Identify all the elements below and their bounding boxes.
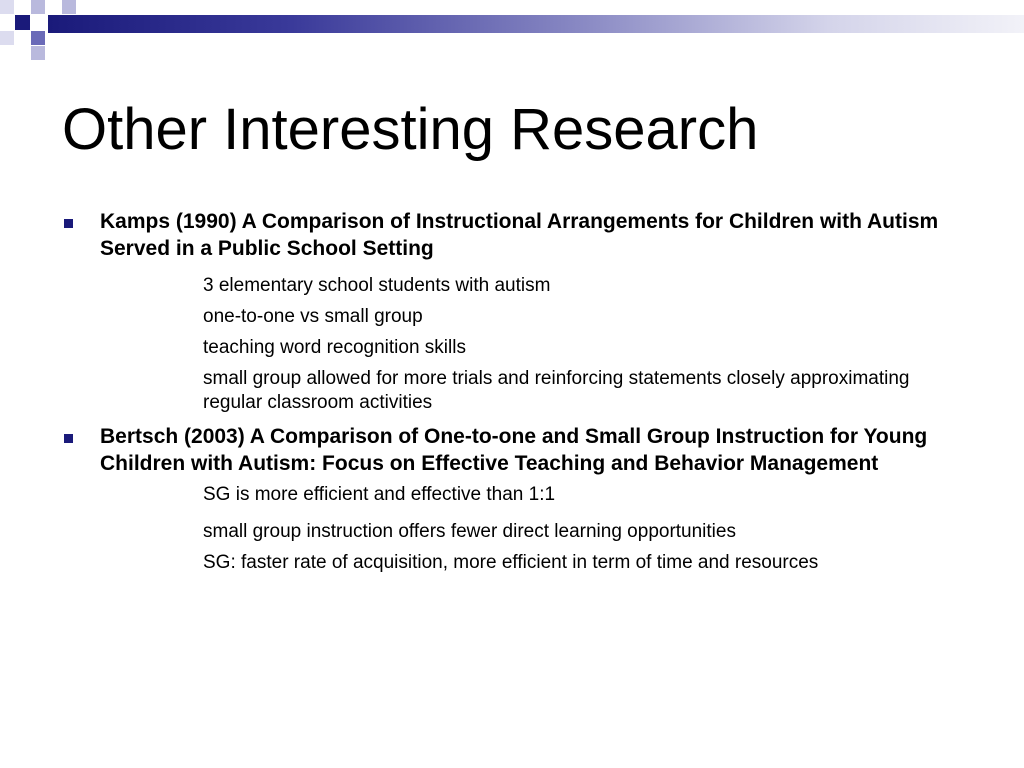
decor-square — [62, 0, 76, 14]
bullet-heading: Kamps (1990) A Comparison of Instructional Arrangements for Children with Autism Served in a Public School Setting — [100, 210, 939, 260]
sub-point: one-to-one vs small group — [203, 306, 423, 327]
bullet-item — [62, 208, 962, 415]
square-bullet-icon — [64, 434, 73, 443]
slide-title: Other Interesting Research — [62, 97, 759, 162]
decor-square — [15, 15, 30, 30]
sub-point-list — [100, 483, 962, 575]
header-gradient-band — [48, 15, 1024, 33]
bullet-heading: Bertsch (2003) A Comparison of One-to-one and Small Group Instruction for Young Children with Autism: Focus on Effective Teaching and Behavior Management — [100, 425, 928, 475]
slide-content — [62, 208, 962, 575]
sub-point: teaching word recognition skills — [203, 337, 466, 358]
sub-point: small group allowed for more trials and reinforcing statements closely approximating regular classroom activities — [203, 368, 910, 413]
sub-point: SG is more efficient and effective than 1:1 — [203, 484, 556, 505]
decor-square — [0, 31, 14, 45]
sub-point: small group instruction offers fewer direct learning opportunities — [203, 521, 736, 542]
sub-point-list — [100, 274, 962, 415]
decor-square — [31, 46, 45, 60]
bullet-item — [62, 423, 962, 575]
decor-square — [31, 31, 45, 45]
sub-point: 3 elementary school students with autism — [203, 275, 551, 296]
decor-square — [31, 0, 45, 14]
decor-square — [0, 0, 14, 14]
square-bullet-icon — [64, 219, 73, 228]
sub-point: SG: faster rate of acquisition, more efficient in term of time and resources — [203, 552, 819, 573]
